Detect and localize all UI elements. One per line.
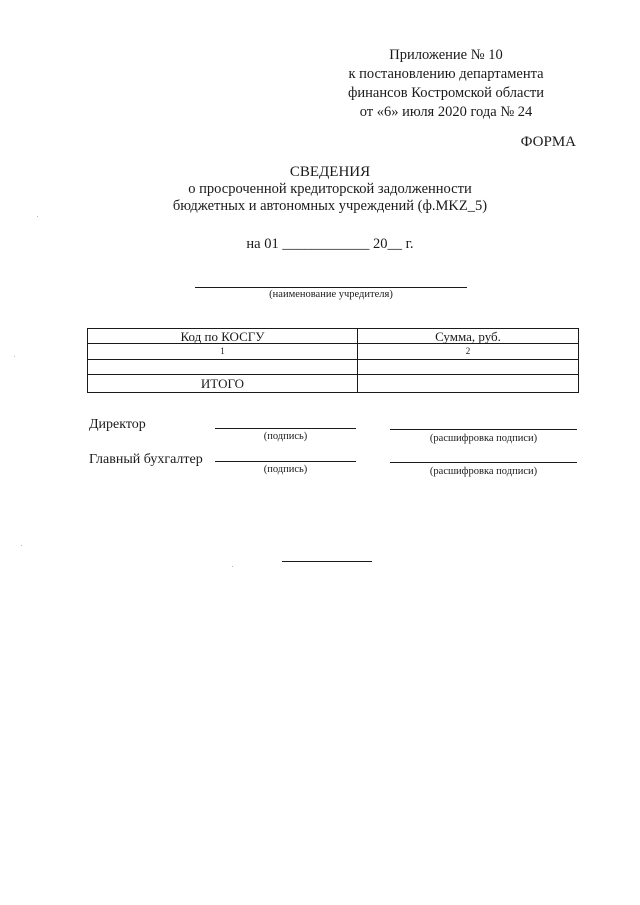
scan-speck <box>37 216 38 217</box>
director-signature-line <box>215 428 356 429</box>
column-number-1: 1 <box>88 344 358 360</box>
chief-accountant-decode-line <box>390 462 577 463</box>
chief-accountant-decode-caption: (расшифровка подписи) <box>429 466 538 477</box>
title-line-1: СВЕДЕНИЯ <box>289 164 371 180</box>
title-line-3: бюджетных и автономных учреждений (ф.MKZ_5) <box>172 198 488 214</box>
document-title <box>150 164 510 215</box>
scan-speck <box>14 356 15 357</box>
table-total-row <box>88 375 579 393</box>
title-line-2: о просроченной кредиторской задолженности <box>188 181 472 197</box>
founder-caption: (наименование учредителя) <box>269 289 393 300</box>
director-signature-caption: (подпись) <box>263 431 308 442</box>
appendix-line-1: Приложение № 10 <box>389 47 503 63</box>
chief-accountant-signature-caption: (подпись) <box>263 464 308 475</box>
column-number-2: 2 <box>358 344 579 360</box>
chief-accountant-label: Главный бухгалтер <box>89 452 203 467</box>
appendix-header <box>330 46 562 122</box>
table-column-number-row <box>88 344 579 360</box>
appendix-line-2: к постановлению департамента <box>348 66 544 82</box>
total-label: ИТОГО <box>88 375 358 393</box>
header-amount: Сумма, руб. <box>358 329 579 344</box>
form-label: ФОРМА <box>520 134 576 150</box>
director-label: Директор <box>89 417 146 432</box>
debt-table <box>87 328 579 393</box>
table-header-row <box>88 329 579 344</box>
scan-speck <box>232 566 233 567</box>
founder-name-field <box>195 287 467 288</box>
header-kosgu-code: Код по КОСГУ <box>88 329 358 344</box>
kosgu-code-cell <box>88 360 358 375</box>
closing-separator-line <box>282 561 372 562</box>
director-decode-line <box>390 429 577 430</box>
director-decode-caption: (расшифровка подписи) <box>429 433 538 444</box>
table-row <box>88 360 579 375</box>
total-amount-cell <box>358 375 579 393</box>
appendix-line-3: финансов Костромской области <box>347 85 545 101</box>
report-date-line: на 01 ____________ 20__ г. <box>246 236 414 252</box>
scan-speck <box>21 545 22 546</box>
amount-cell <box>358 360 579 375</box>
appendix-line-4: от «6» июля 2020 года № 24 <box>359 104 533 120</box>
chief-accountant-signature-line <box>215 461 356 462</box>
